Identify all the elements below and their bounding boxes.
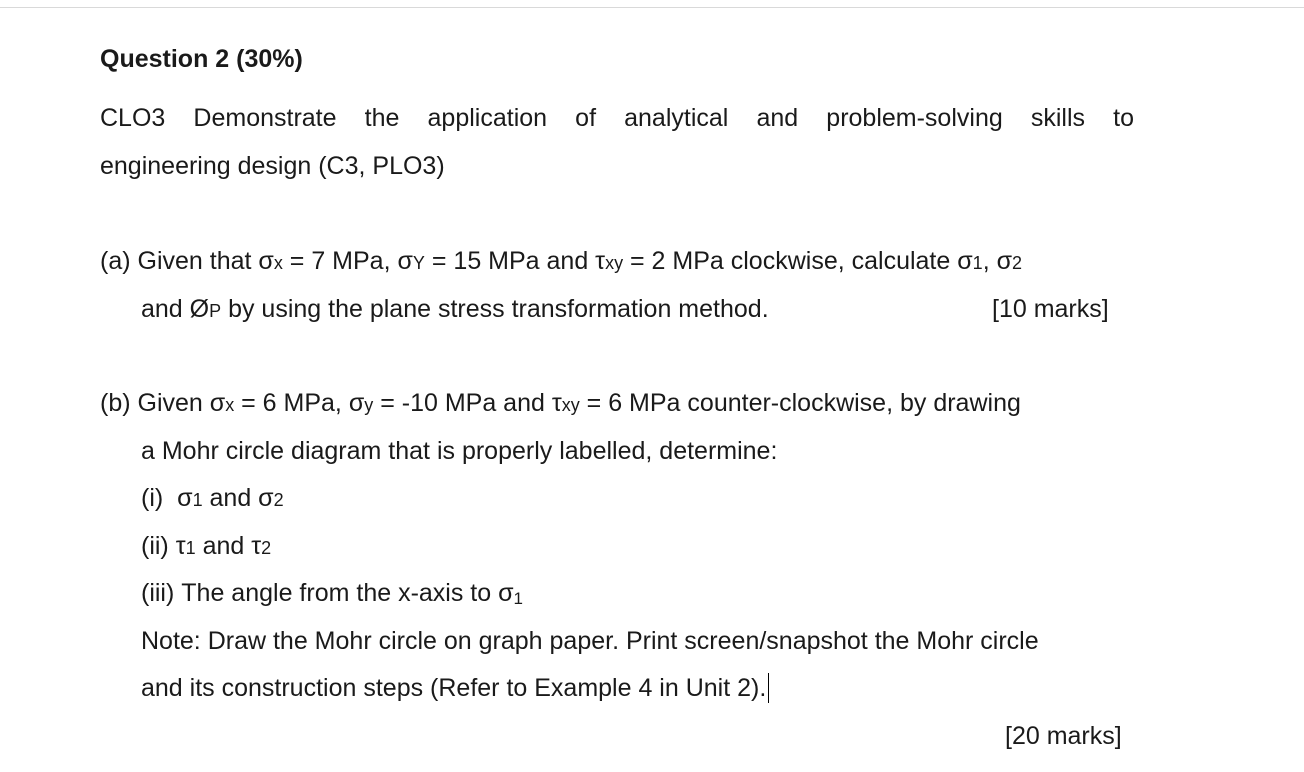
item-i <box>141 483 284 515</box>
subscript: xy <box>605 253 624 273</box>
subscript: 2 <box>1012 253 1023 273</box>
item-ii-label: (ii) <box>141 532 169 560</box>
item-i-text: and σ <box>202 484 274 512</box>
item-ii <box>141 531 271 563</box>
subscript: x <box>273 253 283 273</box>
part-b-line-1 <box>100 388 1021 420</box>
question-title: Question 2 (30%) <box>100 45 303 73</box>
item-iii-text: The angle from the x-axis to σ <box>181 579 514 607</box>
part-a-marks: [10 marks] <box>992 295 1109 323</box>
note-line-1: Note: Draw the Mohr circle on graph paper. Print screen/snapshot the Mohr circle <box>141 627 1039 655</box>
item-i-label: (i) <box>141 484 164 512</box>
subscript: 1 <box>513 589 523 608</box>
part-a-text: and Ø <box>141 295 210 323</box>
subscript: 1 <box>972 253 983 273</box>
clo-line-1: CLO3 Demonstrate the application of analytical and problem-solving skills to <box>100 104 1134 132</box>
note-text: and its construction steps (Refer to Example 4 in Unit 2). <box>141 674 767 702</box>
top-divider <box>0 7 1304 8</box>
part-b-text: (b) Given σ <box>100 389 226 417</box>
subscript: 2 <box>273 490 284 510</box>
part-a-text: by using the plane stress transformation method. <box>221 295 769 323</box>
subscript: 1 <box>185 538 196 558</box>
subscript: P <box>209 301 222 321</box>
part-b-text: = -10 MPa and τ <box>373 389 562 417</box>
subscript: xy <box>561 395 580 415</box>
text-cursor <box>768 673 769 703</box>
item-iii <box>141 578 523 611</box>
item-ii-text: and τ <box>195 532 262 560</box>
part-b-text: = 6 MPa, σ <box>234 389 365 417</box>
part-a-text: = 2 MPa clockwise, calculate σ <box>623 247 973 275</box>
part-b-marks: [20 marks] <box>1005 722 1122 750</box>
item-i-text: σ <box>177 484 193 512</box>
part-a-text: (a) Given that σ <box>100 247 274 275</box>
item-ii-text: τ <box>175 532 186 560</box>
subscript: x <box>225 395 235 415</box>
part-b-line-2: a Mohr circle diagram that is properly labelled, determine: <box>141 437 778 465</box>
subscript: Y <box>412 253 425 273</box>
item-iii-label: (iii) <box>141 579 175 607</box>
part-a-line-2 <box>141 294 769 326</box>
subscript: 2 <box>261 538 272 558</box>
part-a-text: , σ <box>982 247 1013 275</box>
subscript: 1 <box>192 490 203 510</box>
part-a-text: = 7 MPa, σ <box>282 247 413 275</box>
subscript: y <box>364 395 374 415</box>
part-a-text: = 15 MPa and τ <box>424 247 606 275</box>
note-line-2 <box>141 673 769 703</box>
part-a-line-1 <box>100 246 1022 278</box>
part-b-text: = 6 MPa counter-clockwise, by drawing <box>579 389 1021 417</box>
clo-line-2: engineering design (C3, PLO3) <box>100 152 445 180</box>
